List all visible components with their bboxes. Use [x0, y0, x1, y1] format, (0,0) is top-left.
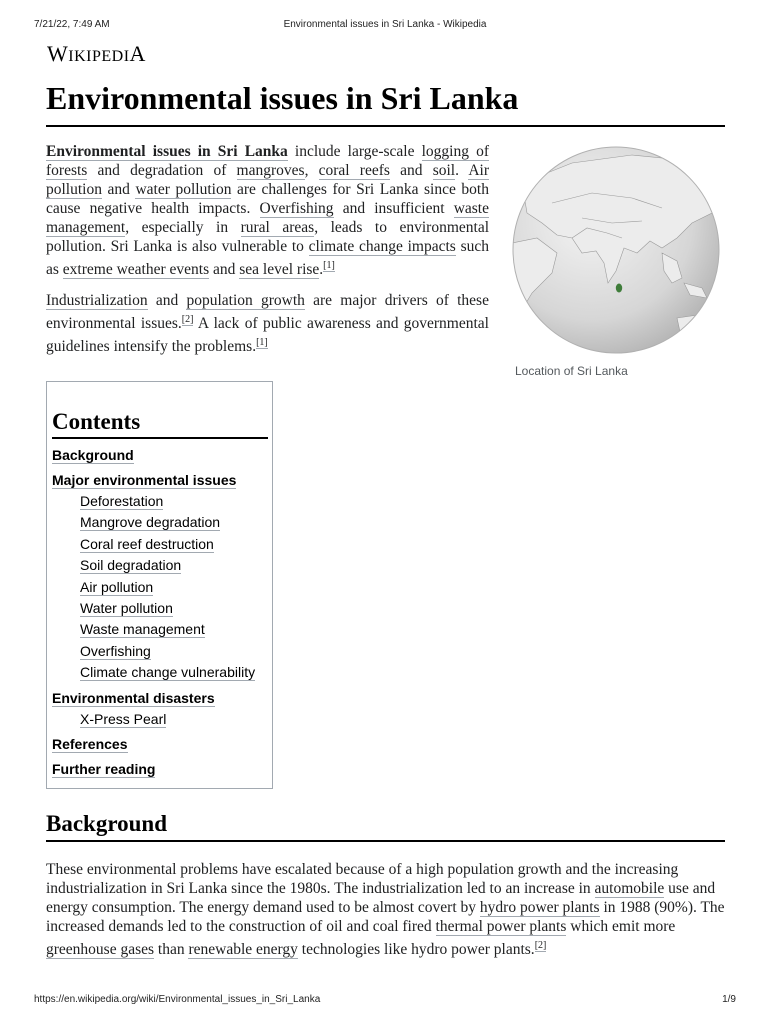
- citation-ref[interactable]: [2]: [181, 314, 194, 326]
- link-environmental-issues[interactable]: Environmental issues in Sri Lanka: [46, 143, 288, 160]
- toc-heading: Contents: [52, 409, 268, 439]
- toc-item-disasters[interactable]: Environmental disasters: [52, 689, 215, 706]
- link-soil[interactable]: soil: [432, 162, 456, 179]
- link-greenhouse-gases[interactable]: greenhouse gases: [46, 941, 155, 959]
- background-paragraph: These environmental problems have escalated because of a high population growth and the increasing industrialization in Sri Lanka since the 1980s. The industrialization led to an increase in automobile use and energy consumption. The energy demand used to be almost covert by hydro power plants in 1988 (90%). The increased demands led to the construction of oil and coal fired thermal power plants which emit more greenhouse gases than renewable energy technologies like hydro power plants.[2]: [46, 861, 725, 959]
- figure-caption: Location of Sri Lanka: [515, 364, 628, 378]
- toc-item-references[interactable]: References: [52, 736, 128, 753]
- print-page-title: Environmental issues in Sri Lanka - Wikipedia: [283, 19, 487, 30]
- citation-ref[interactable]: [1]: [323, 260, 335, 271]
- toc-item-background[interactable]: Background: [52, 447, 134, 463]
- toc-item-mangrove[interactable]: Mangrove degradation: [80, 514, 221, 531]
- citation-ref[interactable]: [2]: [534, 940, 547, 951]
- link-waste-management[interactable]: waste management: [46, 200, 489, 236]
- link-automobile[interactable]: automobile: [594, 880, 665, 897]
- link-climate-change-impacts[interactable]: climate change impacts: [308, 238, 456, 255]
- link-mangroves[interactable]: mangroves: [236, 162, 305, 179]
- link-population-growth[interactable]: population growth: [186, 292, 305, 310]
- toc-item-air[interactable]: Air pollution: [80, 578, 154, 595]
- print-footer: [34, 994, 736, 1005]
- link-air-pollution[interactable]: Air pollution: [46, 162, 489, 198]
- link-extreme-weather[interactable]: extreme weather events: [62, 261, 210, 279]
- link-sea-level-rise[interactable]: sea level rise: [239, 261, 320, 279]
- toc-item-coral[interactable]: Coral reef destruction: [80, 535, 214, 552]
- wordmark-smallcaps: IKIPEDI: [68, 48, 130, 65]
- toc-item-xpress-pearl[interactable]: X-Press Pearl: [80, 710, 167, 727]
- link-rural-areas[interactable]: rural areas: [240, 219, 315, 236]
- lead-section: [46, 142, 489, 368]
- section-heading-background: Background: [46, 811, 725, 842]
- toc-item-overfishing[interactable]: Overfishing: [80, 642, 151, 659]
- link-industrialization[interactable]: Industrialization: [46, 292, 148, 310]
- citation-ref[interactable]: [1]: [256, 337, 268, 349]
- toc-item-waste[interactable]: Waste management: [80, 621, 205, 638]
- toc-list: [47, 445, 272, 780]
- table-of-contents: [46, 381, 273, 789]
- print-header: [34, 19, 736, 30]
- link-logging[interactable]: logging of forests: [46, 143, 489, 179]
- toc-item-deforestation[interactable]: Deforestation: [80, 493, 164, 509]
- toc-item-climate[interactable]: Climate change vulnerability: [80, 664, 256, 681]
- lead-paragraph-2: Industrialization and population growth are major drivers of these environmental issues.[2] A lack of public awareness and governmental guidelines intensify the problems.[1]: [46, 292, 489, 356]
- toc-item-water[interactable]: Water pollution: [80, 600, 173, 617]
- print-url: https://en.wikipedia.org/wiki/Environmental_issues_in_Sri_Lanka: [34, 994, 321, 1005]
- print-datetime: 7/21/22, 7:49 AM: [34, 19, 110, 30]
- sri-lanka-marker: [616, 284, 622, 293]
- print-page-number: 1/9: [722, 994, 736, 1005]
- wordmark-letter: A: [129, 41, 146, 66]
- toc-item-soil[interactable]: Soil degradation: [80, 557, 182, 574]
- toc-item-major-issues[interactable]: Major environmental issues: [52, 472, 237, 488]
- link-water-pollution[interactable]: water pollution: [135, 181, 232, 198]
- lead-paragraph-1: Environmental issues in Sri Lanka include large-scale logging of forests and degradation of mangroves, coral reefs and soil. Air pollution and water pollution are challenges for Sri Lanka since both cause negative health impacts. Overfishing and insufficient waste management, especially in rural areas, leads to environmental pollution. Sri Lanka is also vulnerable to climate change impacts such as extreme weather events and sea level rise.[1]: [46, 143, 490, 279]
- link-hydro-power-plants[interactable]: hydro power plants: [479, 899, 600, 916]
- location-figure: [512, 143, 722, 378]
- page-title: Environmental issues in Sri Lanka: [46, 78, 725, 127]
- link-renewable-energy[interactable]: renewable energy: [188, 941, 298, 959]
- toc-item-further-reading[interactable]: Further reading: [52, 761, 156, 778]
- globe-map-image[interactable]: [512, 143, 720, 357]
- wikipedia-wordmark[interactable]: [47, 41, 146, 67]
- link-coral-reefs[interactable]: coral reefs: [318, 162, 390, 179]
- wordmark-letter: W: [47, 41, 69, 66]
- link-overfishing[interactable]: Overfishing: [259, 200, 334, 217]
- link-thermal-power-plants[interactable]: thermal power plants: [435, 918, 567, 935]
